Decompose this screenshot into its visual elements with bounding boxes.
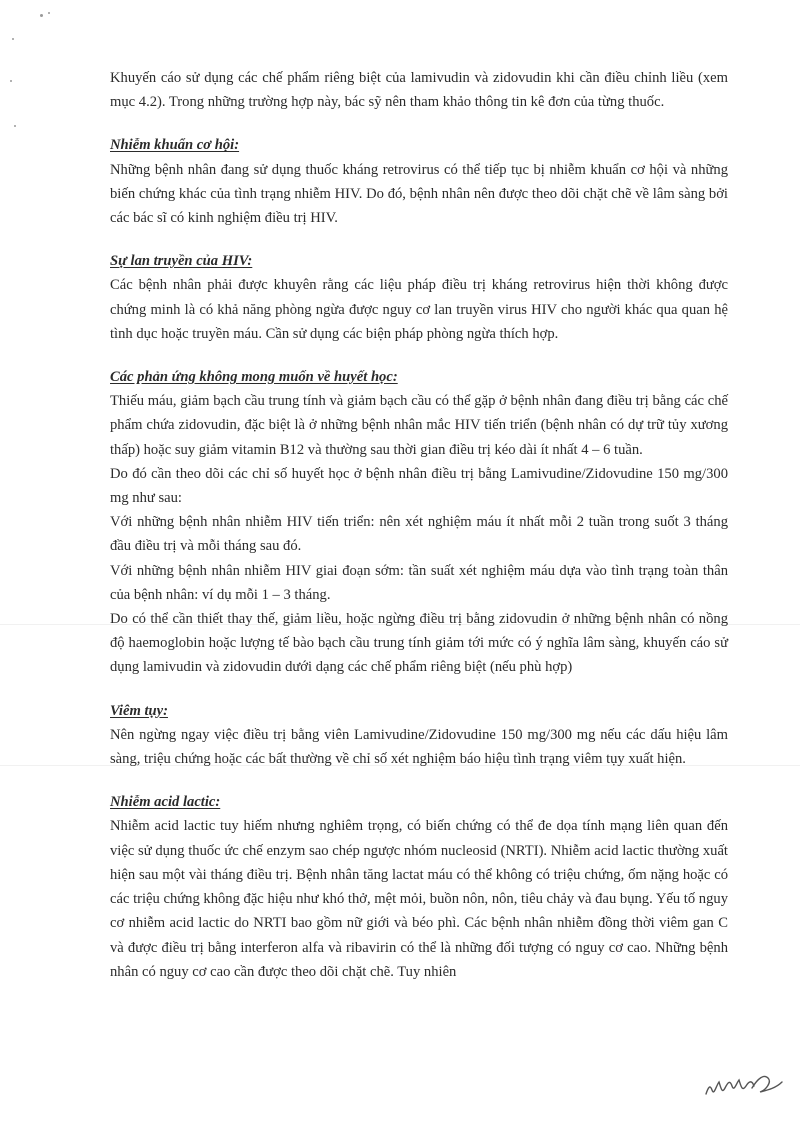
document-page — [110, 66, 728, 984]
intro-paragraph: Khuyến cáo sử dụng các chế phẩm riêng biệt của lamivudin và zidovudin khi cần điều chỉnh liều (xem mục 4.2). Trong những trường hợp này, bác sỹ nên tham khảo thông tin kê đơn của từng thuốc. — [110, 70, 728, 111]
section-lactic-acidosis — [110, 790, 728, 984]
handwritten-initials — [702, 1068, 784, 1102]
section-heading: Viêm tụy: — [110, 702, 168, 719]
scan-speck — [12, 38, 14, 40]
scan-speck — [14, 125, 16, 127]
section-paragraph: Do có thể cần thiết thay thế, giảm liều, hoặc ngừng điều trị bằng zidovudin ở những bệnh nhân có nồng độ haemoglobin hoặc lượng tế bào bạch cầu trung tính giảm tới mức có ý nghĩa lâm sàng, khuyến cáo sử dụng lamivudin và zidovudin dưới dạng các chế phẩm riêng biệt (nếu phù hợp) — [110, 611, 728, 676]
section-heading: Nhiễm khuẩn cơ hội: — [110, 137, 240, 154]
scan-speck — [10, 80, 12, 82]
section-paragraph: Do đó cần theo dõi các chỉ số huyết học ở bệnh nhân điều trị bằng Lamivudine/Zidovudine 150 mg/300 mg như sau: — [110, 465, 728, 507]
section-heading: Các phản ứng không mong muốn về huyết học: — [110, 369, 398, 386]
section-paragraph: Nên ngừng ngay việc điều trị bằng viên Lamivudine/Zidovudine 150 mg/300 mg nếu các dấu hiệu lâm sàng, triệu chứng hoặc các bất thường về chỉ số xét nghiệm báo hiệu tình trạng viêm tụy xuất hiện. — [110, 726, 728, 768]
section-paragraph: Nhiễm acid lactic tuy hiếm nhưng nghiêm trọng, có biến chứng có thể đe dọa tính mạng liên quan đến việc sử dụng thuốc ức chế enzym sao chép ngược nhóm nucleosid (NRTI). Nhiễm acid lactic thường xuất hiện sau một vài tháng điều trị. Bệnh nhân tăng lactat máu có thể không có triệu chứng, ốm nặng hoặc có các triệu chứng không đặc hiệu như khó thở, mệt mỏi, buồn nôn, nôn, tiêu chảy và đau bụng. Yếu tố nguy cơ nhiễm acid lactic do NRTI bao gồm nữ giới và béo phì. Các bệnh nhân nhiễm đồng thời viêm gan C và được điều trị bằng interferon alfa và ribavirin có thể là những đối tượng có nguy cơ cao. Những bệnh nhân có nguy cơ cao cần được theo dõi chặt chẽ. Tuy nhiên — [110, 818, 728, 980]
section-paragraph: Với những bệnh nhân nhiễm HIV tiến triển: nên xét nghiệm máu ít nhất mỗi 2 tuần trong suốt 3 tháng đầu điều trị và mỗi tháng sau đó. — [110, 514, 728, 555]
scan-speck — [40, 14, 43, 17]
section-opportunistic-infections — [110, 133, 728, 230]
section-paragraph: Với những bệnh nhân nhiễm HIV giai đoạn sớm: tần suất xét nghiệm máu dựa vào tình trạng toàn thân của bệnh nhân: ví dụ mỗi 1 – 3 tháng. — [110, 562, 728, 603]
section-paragraph: Thiếu máu, giảm bạch cầu trung tính và giảm bạch cầu có thể gặp ở bệnh nhân đang điều trị bằng các chế phẩm chứa zidovudin, đặc biệt là ở những bệnh nhân mắc HIV tiến triển (bệnh nhân có dự trữ tủy xương thấp) hoặc suy giảm vitamin B12 và thường sau thời gian điều trị kéo dài ít nhất 4 – 6 tuần. — [110, 393, 728, 458]
section-heading: Nhiễm acid lactic: — [110, 794, 221, 811]
section-haematological-reactions — [110, 365, 728, 680]
section-paragraph: Các bệnh nhân phải được khuyên rằng các liệu pháp điều trị kháng retrovirus hiện thời không được chứng minh là có khả năng phòng ngừa được nguy cơ lan truyền virus HIV cho người khác qua quan hệ tình dục hoặc truyền máu. Cần sử dụng các biện pháp phòng ngừa thích hợp. — [110, 277, 728, 342]
section-hiv-transmission — [110, 249, 728, 346]
section-paragraph: Những bệnh nhân đang sử dụng thuốc kháng retrovirus có thể tiếp tục bị nhiễm khuẩn cơ hội và những biến chứng khác của tình trạng nhiễm HIV. Do đó, bệnh nhân nên được theo dõi chặt chẽ về lâm sàng bởi các bác sĩ có kinh nghiệm điều trị HIV. — [110, 161, 728, 227]
section-pancreatitis — [110, 699, 728, 772]
section-heading: Sự lan truyền của HIV: — [110, 253, 253, 270]
scan-speck — [48, 12, 50, 14]
